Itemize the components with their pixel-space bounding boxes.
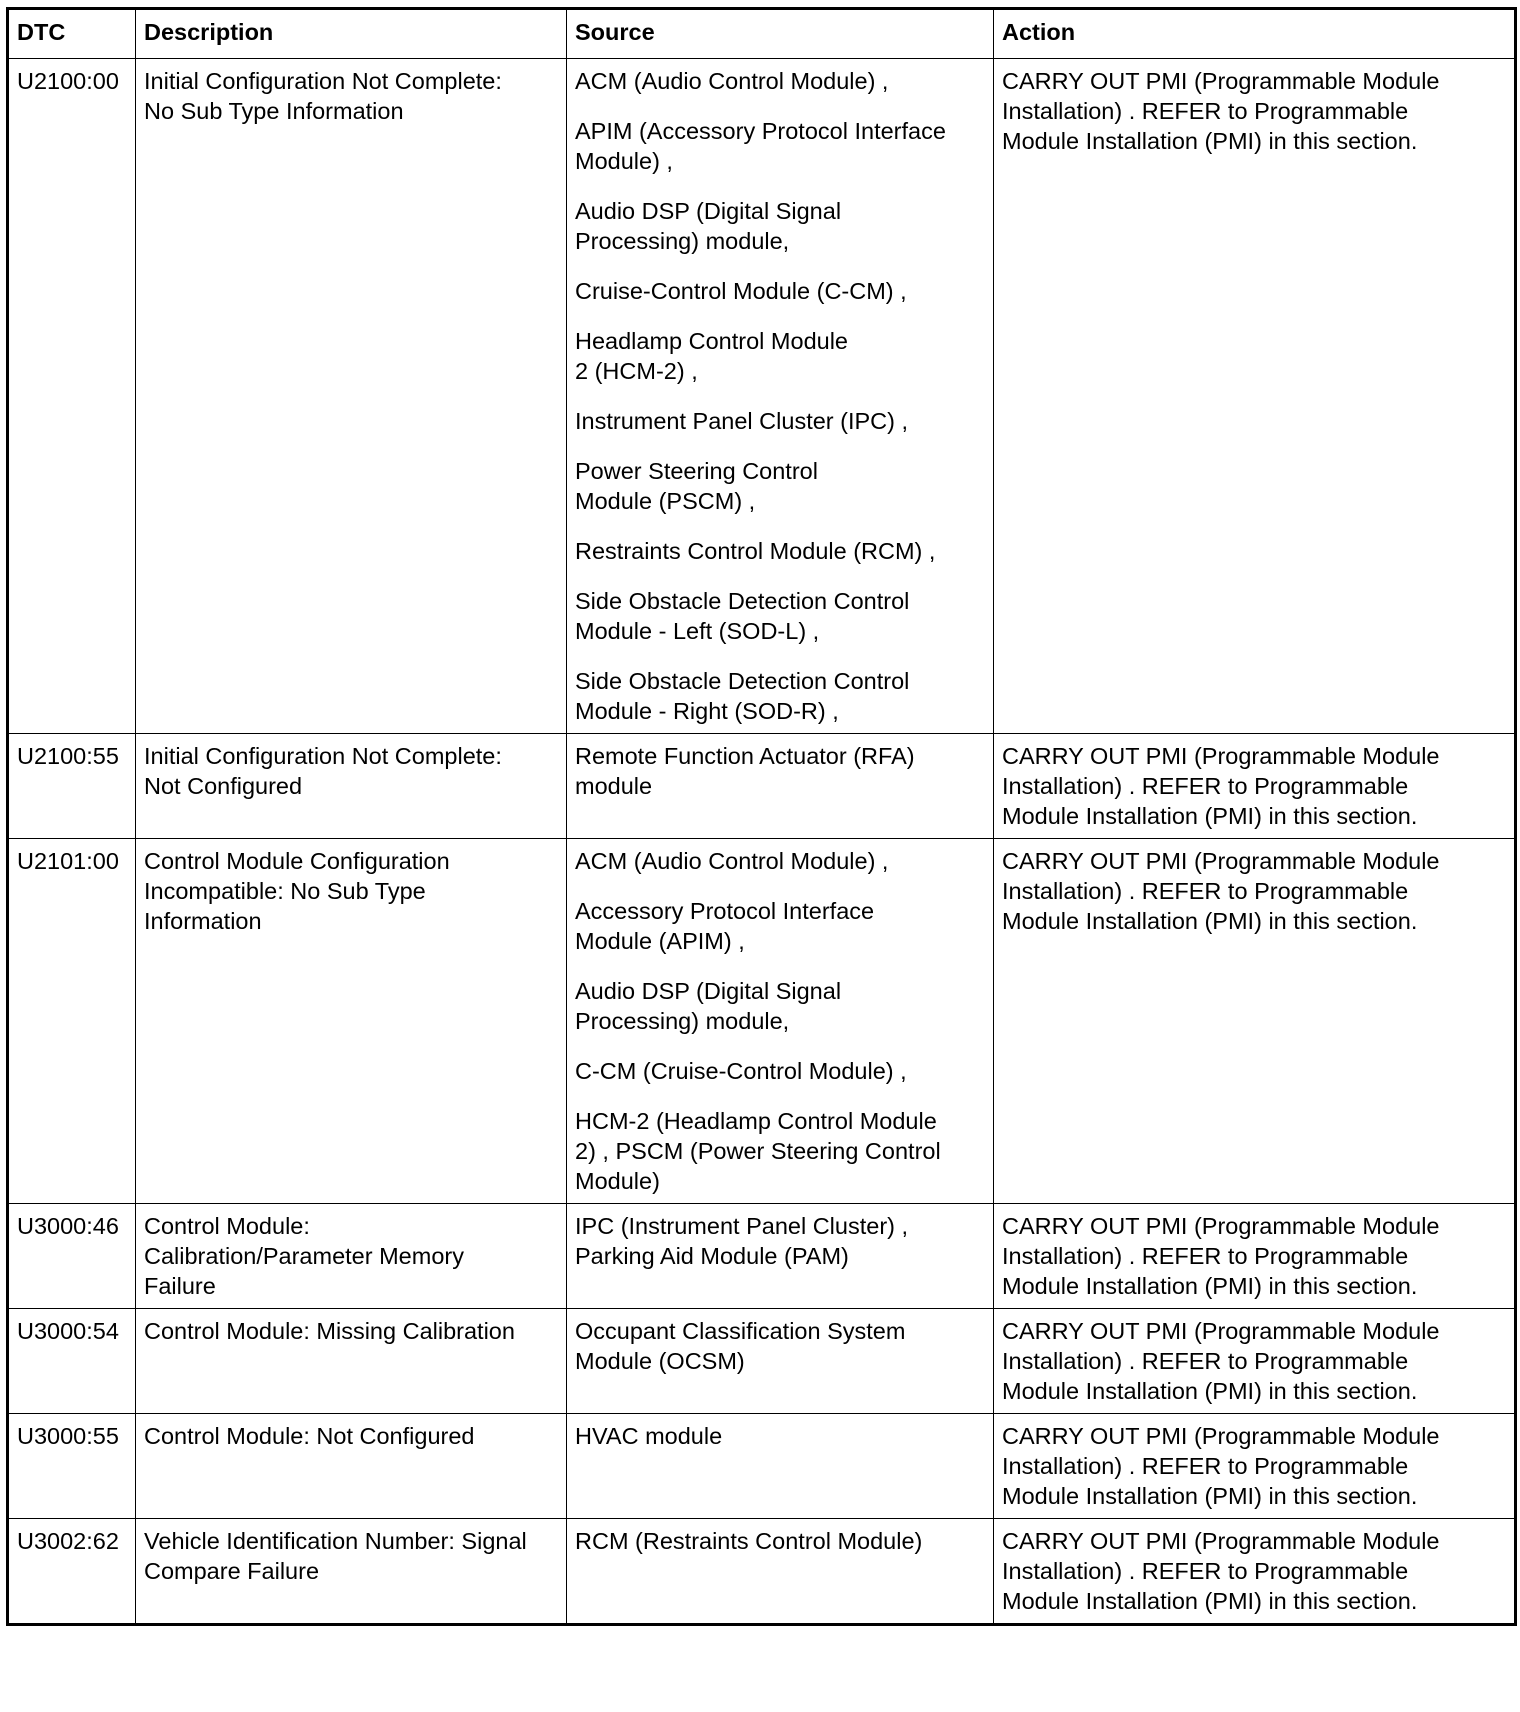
dtc-source-list — [567, 839, 994, 1204]
table-row — [8, 1204, 1516, 1309]
source-item: Side Obstacle Detection Control Module - Right (SOD-R) , — [575, 668, 910, 724]
dtc-code: U3000:55 — [8, 1414, 136, 1519]
source-item: Instrument Panel Cluster (IPC) , — [575, 408, 909, 434]
source-item: Side Obstacle Detection Control Module - Left (SOD-L) , — [575, 588, 910, 644]
dtc-action: CARRY OUT PMI (Programmable Module Installation) . REFER to Programmable Module Installation (PMI) in this section. — [994, 1309, 1516, 1414]
source-item: Occupant Classification System Module (OCSM) — [575, 1318, 906, 1374]
table-row — [8, 59, 1516, 734]
source-item: Cruise-Control Module (C-CM) , — [575, 278, 907, 304]
header-row — [8, 9, 1516, 59]
header-action: Action — [994, 9, 1516, 59]
dtc-action: CARRY OUT PMI (Programmable Module Installation) . REFER to Programmable Module Installation (PMI) in this section. — [994, 59, 1516, 734]
dtc-code: U2101:00 — [8, 839, 136, 1204]
dtc-source-list — [567, 1204, 994, 1309]
dtc-code: U3000:54 — [8, 1309, 136, 1414]
dtc-source-list — [567, 1309, 994, 1414]
dtc-description: Initial Configuration Not Complete: Not Configured — [136, 734, 567, 839]
dtc-description: Initial Configuration Not Complete: No Sub Type Information — [136, 59, 567, 734]
dtc-source-list — [567, 1519, 994, 1625]
header-dtc: DTC — [8, 9, 136, 59]
source-item: ACM (Audio Control Module) , — [575, 848, 889, 874]
table-body — [8, 59, 1516, 1625]
dtc-source-list — [567, 59, 994, 734]
source-item: RCM (Restraints Control Module) — [575, 1528, 923, 1554]
dtc-source-list — [567, 734, 994, 839]
table-row — [8, 1309, 1516, 1414]
header-source: Source — [567, 9, 994, 59]
dtc-code: U2100:00 — [8, 59, 136, 734]
source-item: Audio DSP (Digital Signal Processing) module, — [575, 198, 842, 254]
table-row — [8, 839, 1516, 1204]
dtc-description: Control Module: Calibration/Parameter Memory Failure — [136, 1204, 567, 1309]
source-item: Power Steering Control Module (PSCM) , — [575, 458, 818, 514]
dtc-code: U3000:46 — [8, 1204, 136, 1309]
source-item: C-CM (Cruise-Control Module) , — [575, 1058, 907, 1084]
source-item: HVAC module — [575, 1423, 723, 1449]
dtc-action: CARRY OUT PMI (Programmable Module Installation) . REFER to Programmable Module Installation (PMI) in this section. — [994, 734, 1516, 839]
dtc-description: Vehicle Identification Number: Signal Compare Failure — [136, 1519, 567, 1625]
source-item: HCM-2 (Headlamp Control Module 2) , PSCM (Power Steering Control Module) — [575, 1108, 941, 1194]
header-description: Description — [136, 9, 567, 59]
source-item: APIM (Accessory Protocol Interface Module) , — [575, 118, 946, 174]
table-row — [8, 1414, 1516, 1519]
source-item: Restraints Control Module (RCM) , — [575, 538, 936, 564]
dtc-description: Control Module: Not Configured — [136, 1414, 567, 1519]
dtc-action: CARRY OUT PMI (Programmable Module Installation) . REFER to Programmable Module Installation (PMI) in this section. — [994, 1414, 1516, 1519]
source-item: Audio DSP (Digital Signal Processing) module, — [575, 978, 842, 1034]
dtc-action: CARRY OUT PMI (Programmable Module Installation) . REFER to Programmable Module Installation (PMI) in this section. — [994, 839, 1516, 1204]
source-item: ACM (Audio Control Module) , — [575, 68, 889, 94]
dtc-description: Control Module Configuration Incompatible: No Sub Type Information — [136, 839, 567, 1204]
source-item: Accessory Protocol Interface Module (APIM) , — [575, 898, 875, 954]
dtc-description: Control Module: Missing Calibration — [136, 1309, 567, 1414]
source-item: Headlamp Control Module 2 (HCM-2) , — [575, 328, 849, 384]
source-item: IPC (Instrument Panel Cluster) , Parking Aid Module (PAM) — [575, 1213, 909, 1269]
dtc-action: CARRY OUT PMI (Programmable Module Installation) . REFER to Programmable Module Installation (PMI) in this section. — [994, 1204, 1516, 1309]
table-row — [8, 1519, 1516, 1625]
dtc-source-list — [567, 1414, 994, 1519]
dtc-code: U2100:55 — [8, 734, 136, 839]
dtc-action: CARRY OUT PMI (Programmable Module Installation) . REFER to Programmable Module Installation (PMI) in this section. — [994, 1519, 1516, 1625]
dtc-table — [6, 7, 1517, 1626]
dtc-code: U3002:62 — [8, 1519, 136, 1625]
source-item: Remote Function Actuator (RFA) module — [575, 743, 915, 799]
table-row — [8, 734, 1516, 839]
